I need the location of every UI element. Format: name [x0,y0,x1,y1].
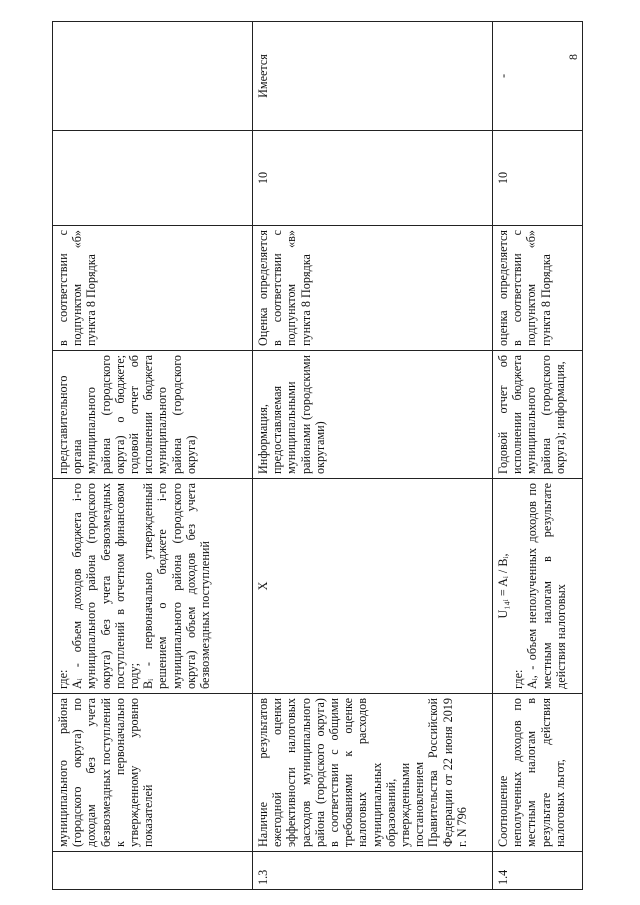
indicator-name: Соотношение неполученных доходов по местным налогам в результате действия налоговых льгот, [493,694,583,852]
indicator-max-score [53,131,253,226]
indicator-name: Наличие результатов ежегодной оценки эффективности налоговых расходов муниципального района (городского округа) в соответствии с общими требованиями к оценке налоговых расходов муниципальных образований, утвержденными постановлением Правительства Российской Федерации от 22 июня 2019 г. N 796 [253,694,493,852]
row-number [53,852,253,890]
formula-line: Aᵢ, - объем неполученных доходов по местным налогам в результате действия налоговых [525,483,568,689]
table-row [493,22,583,890]
indicator-formula [53,479,253,694]
row-number: 1.4 [493,852,583,890]
indicator-name: муниципального района (городского округа) по доходам без учета безвозмездных поступлений к первоначально утвержденному уровню показателей [53,694,253,852]
formula-line: где: [56,669,70,689]
indicator-max-score: 10 [253,131,493,226]
row-number: 1.3 [253,852,493,890]
indicator-value: Имеется [253,22,493,131]
indicator-max-score: 10 [493,131,583,226]
indicator-value: - [493,22,583,131]
formula-line: X [256,581,270,591]
indicator-source: Информация, предоставляемая муниципальными районами (городскими округами) [253,351,493,479]
indicator-assessment: оценка определяется в соответствии с подпунктом «б» пункта 8 Порядка [493,226,583,351]
indicator-value [53,22,253,131]
page-number: 8 [566,54,580,60]
indicators-table [52,21,583,890]
formula-line: Аᵢ - объем доходов бюджета i-го муниципального района (городского округа) без учета безвозмездных поступлений в отчетном финансовом году; [70,483,142,689]
formula-line: где: [511,669,526,689]
indicator-assessment: в соответствии с подпунктом «б» пункта 8 Порядка [53,226,253,351]
formula-line: U₁₄ᵢ = Aᵢ / Bᵢ, [496,553,510,619]
indicator-formula [493,479,583,694]
rotated-table-wrapper [52,22,582,890]
indicator-source: представительного органа муниципального района (городского округа) о бюджете; годовой отчет об исполнении бюджета муниципального района (городского округа) [53,351,253,479]
indicator-source: Годовой отчет об исполнении бюджета муниципального района (городского округа); информация, [493,351,583,479]
indicator-assessment: Оценка определяется в соответствии с подпунктом «в» пункта 8 Порядка [253,226,493,351]
formula-line: Вᵢ - первоначально утвержденный решением о бюджете i-го муниципального района (городского округа) объем доходов без учета безвозмездных поступлений [141,483,213,689]
indicator-formula [253,479,493,694]
table-row [253,22,493,890]
table-row [53,22,253,890]
